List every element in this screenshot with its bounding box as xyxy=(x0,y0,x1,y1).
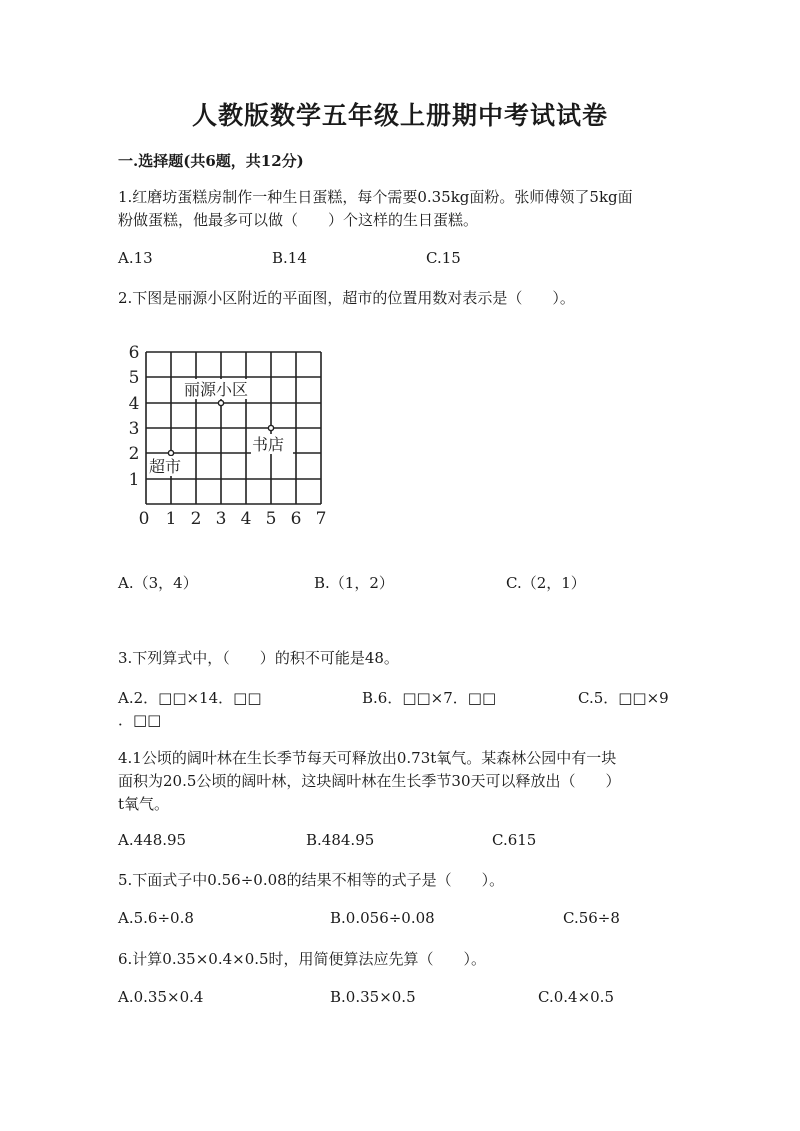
grid-lines xyxy=(146,352,321,504)
y-tick-label: 1 xyxy=(128,470,140,490)
x-tick-label: 5 xyxy=(265,509,277,529)
question-1-line-2: 粉做蛋糕，他最多可以做（ ）个这样的生日蛋糕。 xyxy=(118,211,479,229)
x-tick-label: 6 xyxy=(290,509,302,529)
x-tick-label: 0 xyxy=(138,509,150,529)
question-3-option-c-continued: ．□□ xyxy=(118,711,162,729)
question-3-option-b[interactable]: B.6．□□×7．□□ xyxy=(362,689,497,707)
x-tick-label: 2 xyxy=(190,509,202,529)
page-title: 人教版数学五年级上册期中考试试卷 xyxy=(191,101,608,130)
question-4-option-c[interactable]: C.615 xyxy=(492,831,537,849)
question-2-line-1: 2.下图是丽源小区附近的平面图，超市的位置用数对表示是（ ）。 xyxy=(118,289,575,307)
section-heading: 一.选择题(共6题，共12分) xyxy=(118,152,304,170)
question-1-option-c[interactable]: C.15 xyxy=(426,249,461,267)
question-3-option-a[interactable]: A.2．□□×14．□□ xyxy=(118,689,262,707)
supermarket-point xyxy=(168,450,173,455)
question-3-line-1: 3.下列算式中，（ ）的积不可能是48。 xyxy=(118,649,399,667)
x-tick-label: 4 xyxy=(240,509,252,529)
question-6-option-a[interactable]: A.0.35×0.4 xyxy=(118,988,204,1006)
map-figure xyxy=(118,338,348,538)
question-4-option-a[interactable]: A.448.95 xyxy=(118,831,187,849)
y-tick-label: 2 xyxy=(128,444,140,464)
question-5-line-1: 5.下面式子中0.56÷0.08的结果不相等的式子是（ ）。 xyxy=(118,871,505,889)
question-5-option-a[interactable]: A.5.6÷0.8 xyxy=(118,909,194,927)
question-4-line-2: 面积为20.5公顷的阔叶林，这块阔叶林在生长季节30天可以释放出（ ） xyxy=(118,772,621,790)
community-point xyxy=(218,400,223,405)
question-6-line-1: 6.计算0.35×0.4×0.5时，用简便算法应先算（ ）。 xyxy=(118,950,487,968)
question-2-option-b[interactable]: B.（1，2） xyxy=(314,574,394,592)
question-1-option-b[interactable]: B.14 xyxy=(272,249,307,267)
question-4-line-3: t氧气。 xyxy=(118,795,170,813)
bookstore-point xyxy=(268,425,273,430)
x-tick-label: 3 xyxy=(215,509,227,529)
question-5-option-c[interactable]: C.56÷8 xyxy=(563,909,620,927)
bookstore-label: 书店 xyxy=(252,435,285,454)
question-3-option-c[interactable]: C.5．□□×9 xyxy=(578,689,669,707)
y-tick-label: 6 xyxy=(128,343,140,363)
y-tick-label: 5 xyxy=(128,368,140,388)
question-5-option-b[interactable]: B.0.056÷0.08 xyxy=(330,909,435,927)
question-1-option-a[interactable]: A.13 xyxy=(118,249,153,267)
question-6-option-b[interactable]: B.0.35×0.5 xyxy=(330,988,416,1006)
question-4-line-1: 4.1公顷的阔叶林在生长季节每天可释放出0.73t氧气。某森林公园中有一块 xyxy=(118,749,617,767)
question-2-option-c[interactable]: C.（2，1） xyxy=(506,574,586,592)
community-label: 丽源小区 xyxy=(184,380,249,399)
map-grid-svg xyxy=(118,338,348,538)
question-4-option-b[interactable]: B.484.95 xyxy=(306,831,375,849)
question-1-line-1: 1.红磨坊蛋糕房制作一种生日蛋糕，每个需要0.35kg面粉。张师傅领了5kg面 xyxy=(118,188,633,206)
x-tick-label: 1 xyxy=(165,509,177,529)
x-tick-label: 7 xyxy=(315,509,327,529)
y-tick-label: 4 xyxy=(128,394,140,414)
question-6-option-c[interactable]: C.0.4×0.5 xyxy=(538,988,614,1006)
y-tick-label: 3 xyxy=(128,419,140,439)
question-2-option-a[interactable]: A.（3，4） xyxy=(118,574,198,592)
supermarket-label: 超市 xyxy=(149,457,182,476)
